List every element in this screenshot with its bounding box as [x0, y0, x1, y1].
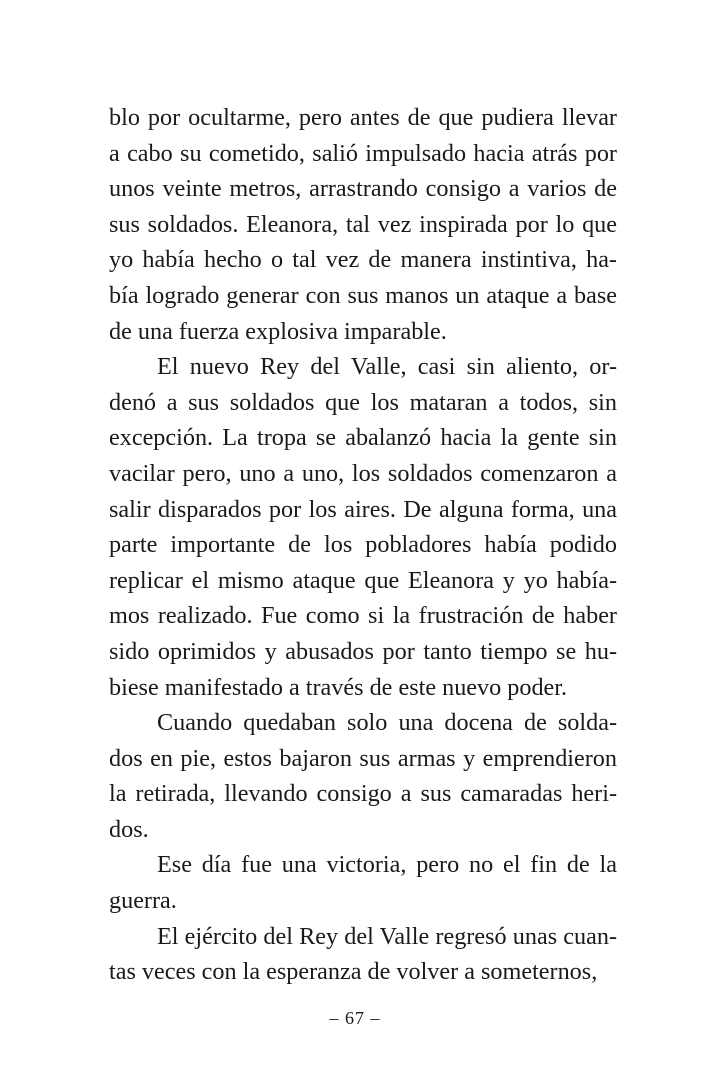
text-line: vacilar pero, uno a uno, los soldados comenzaron a	[109, 459, 617, 487]
text-line: de una fuerza explosiva imparable.	[109, 317, 447, 345]
paragraph	[109, 919, 617, 990]
page-number: – 67 –	[329, 1008, 381, 1028]
text-line: la retirada, llevando consigo a sus camaradas heri-	[109, 780, 617, 808]
text-line: El nuevo Rey del Valle, casi sin aliento, or-	[157, 353, 617, 381]
text-line: excepción. La tropa se abalanzó hacia la gente sin	[109, 424, 617, 452]
text-line: sus soldados. Eleanora, tal vez inspirada por lo que	[109, 210, 617, 238]
text-line: sido oprimidos y abusados por tanto tiempo se hu-	[109, 637, 617, 665]
text-line: mos realizado. Fue como si la frustración de haber	[109, 602, 617, 630]
text-line: parte importante de los pobladores había podido	[109, 531, 617, 559]
text-line: blo por ocultarme, pero antes de que pudiera llevar	[109, 104, 617, 131]
text-line: denó a sus soldados que los mataran a todos, sin	[109, 388, 617, 416]
paragraph	[109, 100, 617, 349]
text-line: Cuando quedaban solo una docena de solda-	[157, 709, 617, 737]
paragraph	[109, 705, 617, 847]
text-line: dos.	[109, 815, 149, 843]
body-text	[109, 100, 617, 990]
paragraph	[109, 349, 617, 705]
text-line: a cabo su cometido, salió impulsado hacia atrás por	[109, 139, 617, 167]
text-line: dos en pie, estos bajaron sus armas y emprendieron	[109, 744, 617, 772]
text-line: El ejército del Rey del Valle regresó unas cuan-	[157, 922, 617, 950]
text-line: unos veinte metros, arrastrando consigo a varios de	[109, 175, 617, 203]
text-line: Ese día fue una victoria, pero no el fin de la	[157, 851, 617, 879]
text-line: replicar el mismo ataque que Eleanora y yo había-	[109, 566, 617, 594]
text-line: tas veces con la esperanza de volver a someternos,	[109, 958, 598, 986]
paragraph	[109, 847, 617, 918]
text-line: biese manifestado a través de este nuevo poder.	[109, 673, 568, 701]
text-line: guerra.	[109, 887, 177, 915]
text-line: bía logrado generar con sus manos un ataque a base	[109, 281, 617, 309]
text-line: salir disparados por los aires. De alguna forma, una	[109, 495, 617, 523]
text-line: yo había hecho o tal vez de manera instintiva, ha-	[109, 246, 617, 274]
